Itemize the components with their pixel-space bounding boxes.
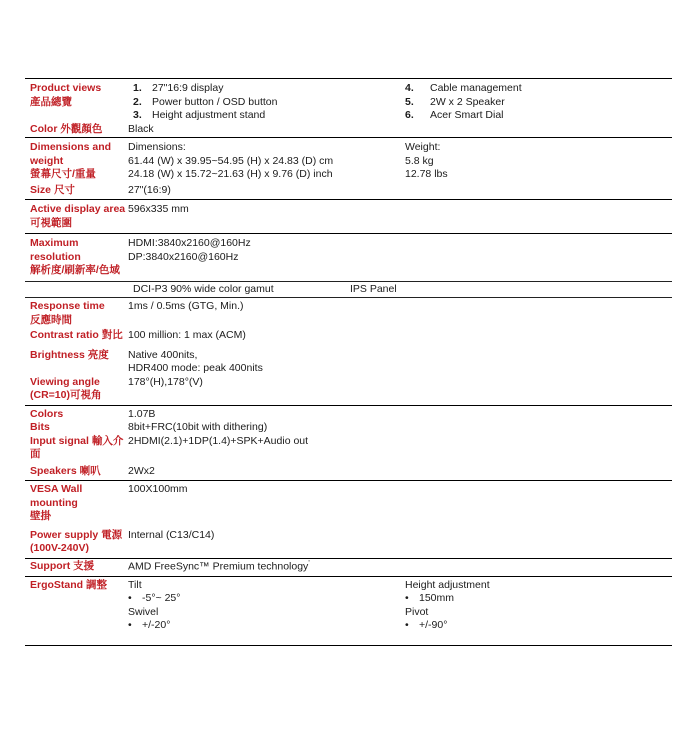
row-contrast-ratio (25, 329, 672, 343)
list-item (133, 109, 405, 123)
list-item-text: Cable management (430, 82, 522, 94)
ergostand-right (405, 579, 672, 633)
brightness-hdr: HDR400 mode: peak 400nits (128, 362, 263, 374)
value-contrast-ratio: 100 million: 1 max (ACM) (128, 329, 246, 341)
label-size (25, 184, 128, 198)
label-max-resolution-zh: 解析度/刷新率/色域 (30, 264, 120, 276)
label-response-time-zh: 反應時間 (30, 313, 72, 326)
label-input-signal-en: Input signal (30, 434, 89, 447)
row-color (25, 123, 672, 137)
brightness-native: Native 400nits, (128, 348, 198, 361)
pivot-value-line (405, 619, 672, 633)
section-product-color (25, 78, 672, 137)
value-panel-type: IPS Panel (350, 282, 397, 295)
bullet-icon: • (405, 619, 409, 631)
row-bits (25, 421, 672, 435)
weight-title: Weight: (405, 141, 441, 153)
label-brightness-zh: 亮度 (87, 348, 109, 361)
support-technology: AMD FreeSync™ Premium technology (128, 560, 309, 572)
height-adjustment-value-line (405, 592, 672, 606)
bullet-icon: • (405, 592, 409, 604)
value-viewing-angle: 178°(H),178°(V) (128, 375, 203, 388)
label-dimensions-en: Dimensions and weight (30, 141, 112, 167)
row-power-supply (25, 529, 672, 556)
list-item (405, 96, 672, 110)
tilt-title: Tilt (128, 578, 142, 591)
value-active-area: 596x335 mm (128, 203, 189, 215)
value-colors: 1.07B (128, 407, 156, 420)
label-color (25, 123, 128, 137)
row-input-signal (25, 435, 672, 462)
value-response-time: 1ms / 0.5ms (GTG, Min.) (128, 300, 244, 312)
value-size: 27"(16:9) (128, 183, 171, 196)
row-response-time (25, 300, 672, 327)
label-support (25, 560, 128, 574)
label-color-en: Color (30, 122, 58, 135)
label-input-signal-zh: 輸入介面 (30, 434, 124, 460)
label-response-time-en: Response time (30, 300, 105, 312)
weight-kg: 5.8 kg (405, 154, 434, 167)
value-color-gamut: DCI-P3 90% wide color gamut (133, 282, 274, 295)
label-brightness-en: Brightness (30, 348, 85, 361)
label-dimensions-zh: 螢幕尺寸/重量 (30, 168, 96, 180)
product-views-list-left (128, 82, 405, 123)
bullet-icon: • (128, 619, 132, 631)
height-adjustment-value: 150mm (419, 592, 455, 604)
support-footnote-mark: ' (308, 559, 310, 567)
bullet-icon: • (128, 592, 132, 604)
value-support (128, 560, 672, 574)
value-power-supply: Internal (C13/C14) (128, 528, 215, 541)
label-viewing-angle-en: Viewing angle (30, 375, 100, 388)
spec-sheet (25, 78, 672, 646)
list-item-number: 5. (405, 95, 414, 108)
pivot-value: +/-90° (419, 619, 448, 631)
label-support-en: Support (30, 559, 71, 572)
label-vesa-en: VESA Wall mounting (30, 483, 83, 509)
label-viewing-angle (25, 376, 128, 403)
label-size-en: Size (30, 183, 52, 196)
list-item-number: 2. (133, 95, 142, 108)
label-size-zh: 尺寸 (53, 183, 75, 196)
section-dimensions-size (25, 137, 672, 199)
label-power-supply-zh: 電源 (101, 528, 123, 541)
list-item-number: 3. (133, 109, 142, 121)
list-item-text: 27"16:9 display (152, 82, 224, 94)
label-contrast-ratio-zh: 對比 (101, 329, 123, 341)
dimensions-cm: 61.44 (W) x 39.95~54.95 (H) x 24.83 (D) cm (128, 154, 334, 167)
value-vesa: 100X100mm (128, 483, 188, 495)
label-ergostand (25, 579, 128, 593)
row-vesa (25, 483, 672, 524)
section-panel (25, 281, 672, 298)
row-speakers (25, 465, 672, 479)
label-brightness (25, 349, 128, 363)
label-power-supply-suffix: (100V-240V) (30, 542, 89, 554)
row-support (25, 560, 672, 574)
ergostand-left (128, 579, 405, 633)
label-ergostand-en: ErgoStand (30, 578, 84, 591)
label-support-zh: 支援 (73, 559, 95, 572)
list-item (133, 96, 405, 110)
value-bits: 8bit+FRC(10bit with dithering) (128, 421, 268, 433)
height-adjustment-title: Height adjustment (405, 578, 490, 591)
section-ergostand (25, 576, 672, 646)
section-support (25, 558, 672, 576)
row-size (25, 184, 672, 198)
label-viewing-angle-zh: (CR=10)可視角 (30, 389, 102, 401)
tilt-value: -5°~ 25° (142, 592, 181, 604)
row-panel (25, 283, 672, 297)
list-item-number: 1. (133, 82, 142, 94)
label-product-views (25, 82, 128, 109)
label-power-supply (25, 529, 128, 556)
swivel-value: +/-20° (142, 619, 171, 631)
list-item-number: 4. (405, 82, 414, 94)
label-vesa (25, 483, 128, 524)
dimensions-inch: 24.18 (W) x 15.72~21.63 (H) x 9.76 (D) inch (128, 168, 333, 180)
label-contrast-ratio-en: Contrast ratio (30, 329, 99, 341)
label-ergostand-zh: 調整 (86, 578, 108, 591)
label-colors: Colors (30, 407, 64, 420)
list-item (405, 109, 672, 123)
row-viewing-angle (25, 376, 672, 403)
resolution-dp: DP:3840x2160@160Hz (128, 250, 239, 263)
section-active-area (25, 199, 672, 233)
label-vesa-zh: 壁掛 (30, 510, 51, 522)
row-max-resolution (25, 237, 672, 278)
label-speakers-en: Speakers (30, 464, 77, 477)
swivel-value-line (128, 619, 405, 633)
section-performance (25, 297, 672, 405)
section-signal (25, 405, 672, 481)
value-brightness (128, 349, 672, 376)
label-dimensions-weight (25, 141, 128, 182)
label-product-views-en: Product views (30, 82, 102, 94)
section-mount-power (25, 480, 672, 558)
label-active-area-en: Active display area (30, 203, 126, 215)
label-active-area-zh: 可視範圍 (30, 216, 72, 229)
label-speakers-zh: 喇叭 (79, 464, 101, 477)
row-dimensions-weight (25, 141, 672, 182)
list-item-number: 6. (405, 109, 414, 121)
pivot-title: Pivot (405, 605, 429, 618)
resolution-hdmi: HDMI:3840x2160@160Hz (128, 237, 251, 249)
label-contrast-ratio (25, 329, 128, 343)
label-max-resolution (25, 237, 128, 278)
row-brightness (25, 349, 672, 376)
section-max-resolution (25, 233, 672, 281)
label-input-signal (25, 435, 128, 462)
value-color: Black (128, 122, 154, 135)
label-active-area (25, 203, 128, 230)
row-ergostand (25, 579, 672, 633)
label-bits: Bits (30, 421, 50, 433)
list-item-text: Power button / OSD button (152, 95, 278, 108)
label-speakers (25, 465, 128, 479)
value-speakers: 2Wx2 (128, 464, 155, 477)
list-item (405, 82, 672, 96)
dimensions-title: Dimensions: (128, 141, 186, 153)
value-max-resolution (128, 237, 672, 264)
label-power-supply-en: Power supply (30, 528, 99, 541)
label-response-time (25, 300, 128, 327)
label-max-resolution-en: Maximum resolution (30, 237, 81, 263)
value-dimensions (128, 141, 405, 182)
tilt-value-line (128, 592, 405, 606)
row-product-views (25, 82, 672, 123)
product-views-list-right (405, 82, 672, 123)
row-active-area (25, 203, 672, 230)
list-item (133, 82, 405, 96)
value-weight (405, 141, 672, 182)
row-colors (25, 408, 672, 422)
list-item-text: Acer Smart Dial (430, 109, 504, 121)
label-product-views-zh: 產品總覽 (30, 95, 72, 108)
weight-lbs: 12.78 lbs (405, 168, 448, 180)
swivel-title: Swivel (128, 605, 159, 618)
value-input-signal: 2HDMI(2.1)+1DP(1.4)+SPK+Audio out (128, 434, 309, 447)
list-item-text: Height adjustment stand (152, 109, 266, 121)
list-item-text: 2W x 2 Speaker (430, 95, 505, 108)
label-color-zh: 外觀顏色 (60, 122, 103, 135)
